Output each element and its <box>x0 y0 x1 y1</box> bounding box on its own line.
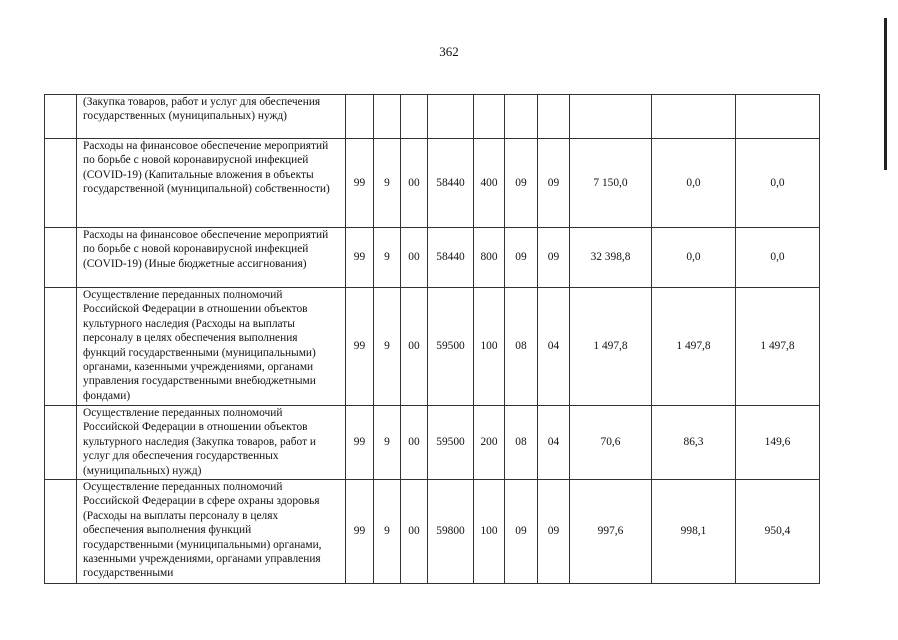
row-description: Осуществление переданных полномочий Российской Федерации в сфере охраны здоровья (Расходы на выплаты персоналу в целях обеспечения выполнения функций государственными (муниципальными) органами, казенными учреждениями, органами управления государственными <box>77 480 346 584</box>
amount-cell: 1 497,8 <box>652 288 736 406</box>
amount-cell: 70,6 <box>570 406 652 480</box>
code-cell: 00 <box>401 480 428 584</box>
amount-cell: 950,4 <box>736 480 820 584</box>
code-cell: 09 <box>505 480 538 584</box>
table-row <box>45 228 820 288</box>
blank-cell <box>45 480 77 584</box>
code-cell: 9 <box>374 288 401 406</box>
amount-cell <box>570 95 652 139</box>
code-cell: 99 <box>346 228 374 288</box>
code-cell: 00 <box>401 288 428 406</box>
table-row <box>45 139 820 228</box>
amount-cell: 149,6 <box>736 406 820 480</box>
code-cell: 58440 <box>428 228 474 288</box>
code-cell <box>428 95 474 139</box>
code-cell: 58440 <box>428 139 474 228</box>
page-edge-mark <box>884 18 887 170</box>
blank-cell <box>45 95 77 139</box>
code-cell: 100 <box>474 480 505 584</box>
code-cell: 100 <box>474 288 505 406</box>
amount-cell: 0,0 <box>652 139 736 228</box>
code-cell: 09 <box>538 139 570 228</box>
row-description: Осуществление переданных полномочий Российской Федерации в отношении объектов культурного наследия (Расходы на выплаты персоналу в целях обеспечения выполнения функций государственными (муниципальными) органами, казенными учреждениями, органами управления государственными внебюджетными фондами) <box>77 288 346 406</box>
code-cell: 09 <box>538 228 570 288</box>
amount-cell: 32 398,8 <box>570 228 652 288</box>
amount-cell: 1 497,8 <box>736 288 820 406</box>
code-cell: 08 <box>505 288 538 406</box>
amount-cell: 997,6 <box>570 480 652 584</box>
code-cell: 99 <box>346 480 374 584</box>
amount-cell: 998,1 <box>652 480 736 584</box>
amount-cell: 7 150,0 <box>570 139 652 228</box>
blank-cell <box>45 406 77 480</box>
row-description: Осуществление переданных полномочий Российской Федерации в отношении объектов культурного наследия (Закупка товаров, работ и услуг для обеспечения государственных (муниципальных) нужд) <box>77 406 346 480</box>
amount-cell: 86,3 <box>652 406 736 480</box>
code-cell: 59500 <box>428 406 474 480</box>
row-description: (Закупка товаров, работ и услуг для обеспечения государственных (муниципальных) нужд) <box>77 95 346 139</box>
page-number: 362 <box>439 44 459 59</box>
code-cell: 59800 <box>428 480 474 584</box>
code-cell: 00 <box>401 406 428 480</box>
budget-table <box>44 94 820 584</box>
code-cell: 9 <box>374 139 401 228</box>
amount-cell: 0,0 <box>736 139 820 228</box>
code-cell: 59500 <box>428 288 474 406</box>
code-cell: 99 <box>346 288 374 406</box>
code-cell: 99 <box>346 139 374 228</box>
blank-cell <box>45 228 77 288</box>
blank-cell <box>45 139 77 228</box>
row-description: Расходы на финансовое обеспечение мероприятий по борьбе с новой коронавирусной инфекцией (COVID-19) (Иные бюджетные ассигнования) <box>77 228 346 288</box>
amount-cell <box>736 95 820 139</box>
code-cell: 09 <box>505 139 538 228</box>
code-cell <box>401 95 428 139</box>
code-cell <box>474 95 505 139</box>
blank-cell <box>45 288 77 406</box>
amount-cell: 0,0 <box>736 228 820 288</box>
code-cell: 800 <box>474 228 505 288</box>
amount-cell: 0,0 <box>652 228 736 288</box>
amount-cell: 1 497,8 <box>570 288 652 406</box>
table-row <box>45 480 820 584</box>
code-cell: 9 <box>374 480 401 584</box>
code-cell: 99 <box>346 406 374 480</box>
code-cell <box>505 95 538 139</box>
code-cell: 00 <box>401 139 428 228</box>
amount-cell <box>652 95 736 139</box>
code-cell: 09 <box>505 228 538 288</box>
code-cell: 08 <box>505 406 538 480</box>
code-cell: 04 <box>538 406 570 480</box>
row-description: Расходы на финансовое обеспечение мероприятий по борьбе с новой коронавирусной инфекцией (COVID-19) (Капитальные вложения в объекты государственной (муниципальной) собственности) <box>77 139 346 228</box>
table-row <box>45 288 820 406</box>
code-cell: 09 <box>538 480 570 584</box>
code-cell: 00 <box>401 228 428 288</box>
code-cell: 200 <box>474 406 505 480</box>
table-row <box>45 95 820 139</box>
code-cell: 400 <box>474 139 505 228</box>
code-cell: 04 <box>538 288 570 406</box>
code-cell <box>346 95 374 139</box>
code-cell: 9 <box>374 406 401 480</box>
table-row <box>45 406 820 480</box>
code-cell <box>538 95 570 139</box>
code-cell: 9 <box>374 228 401 288</box>
code-cell <box>374 95 401 139</box>
